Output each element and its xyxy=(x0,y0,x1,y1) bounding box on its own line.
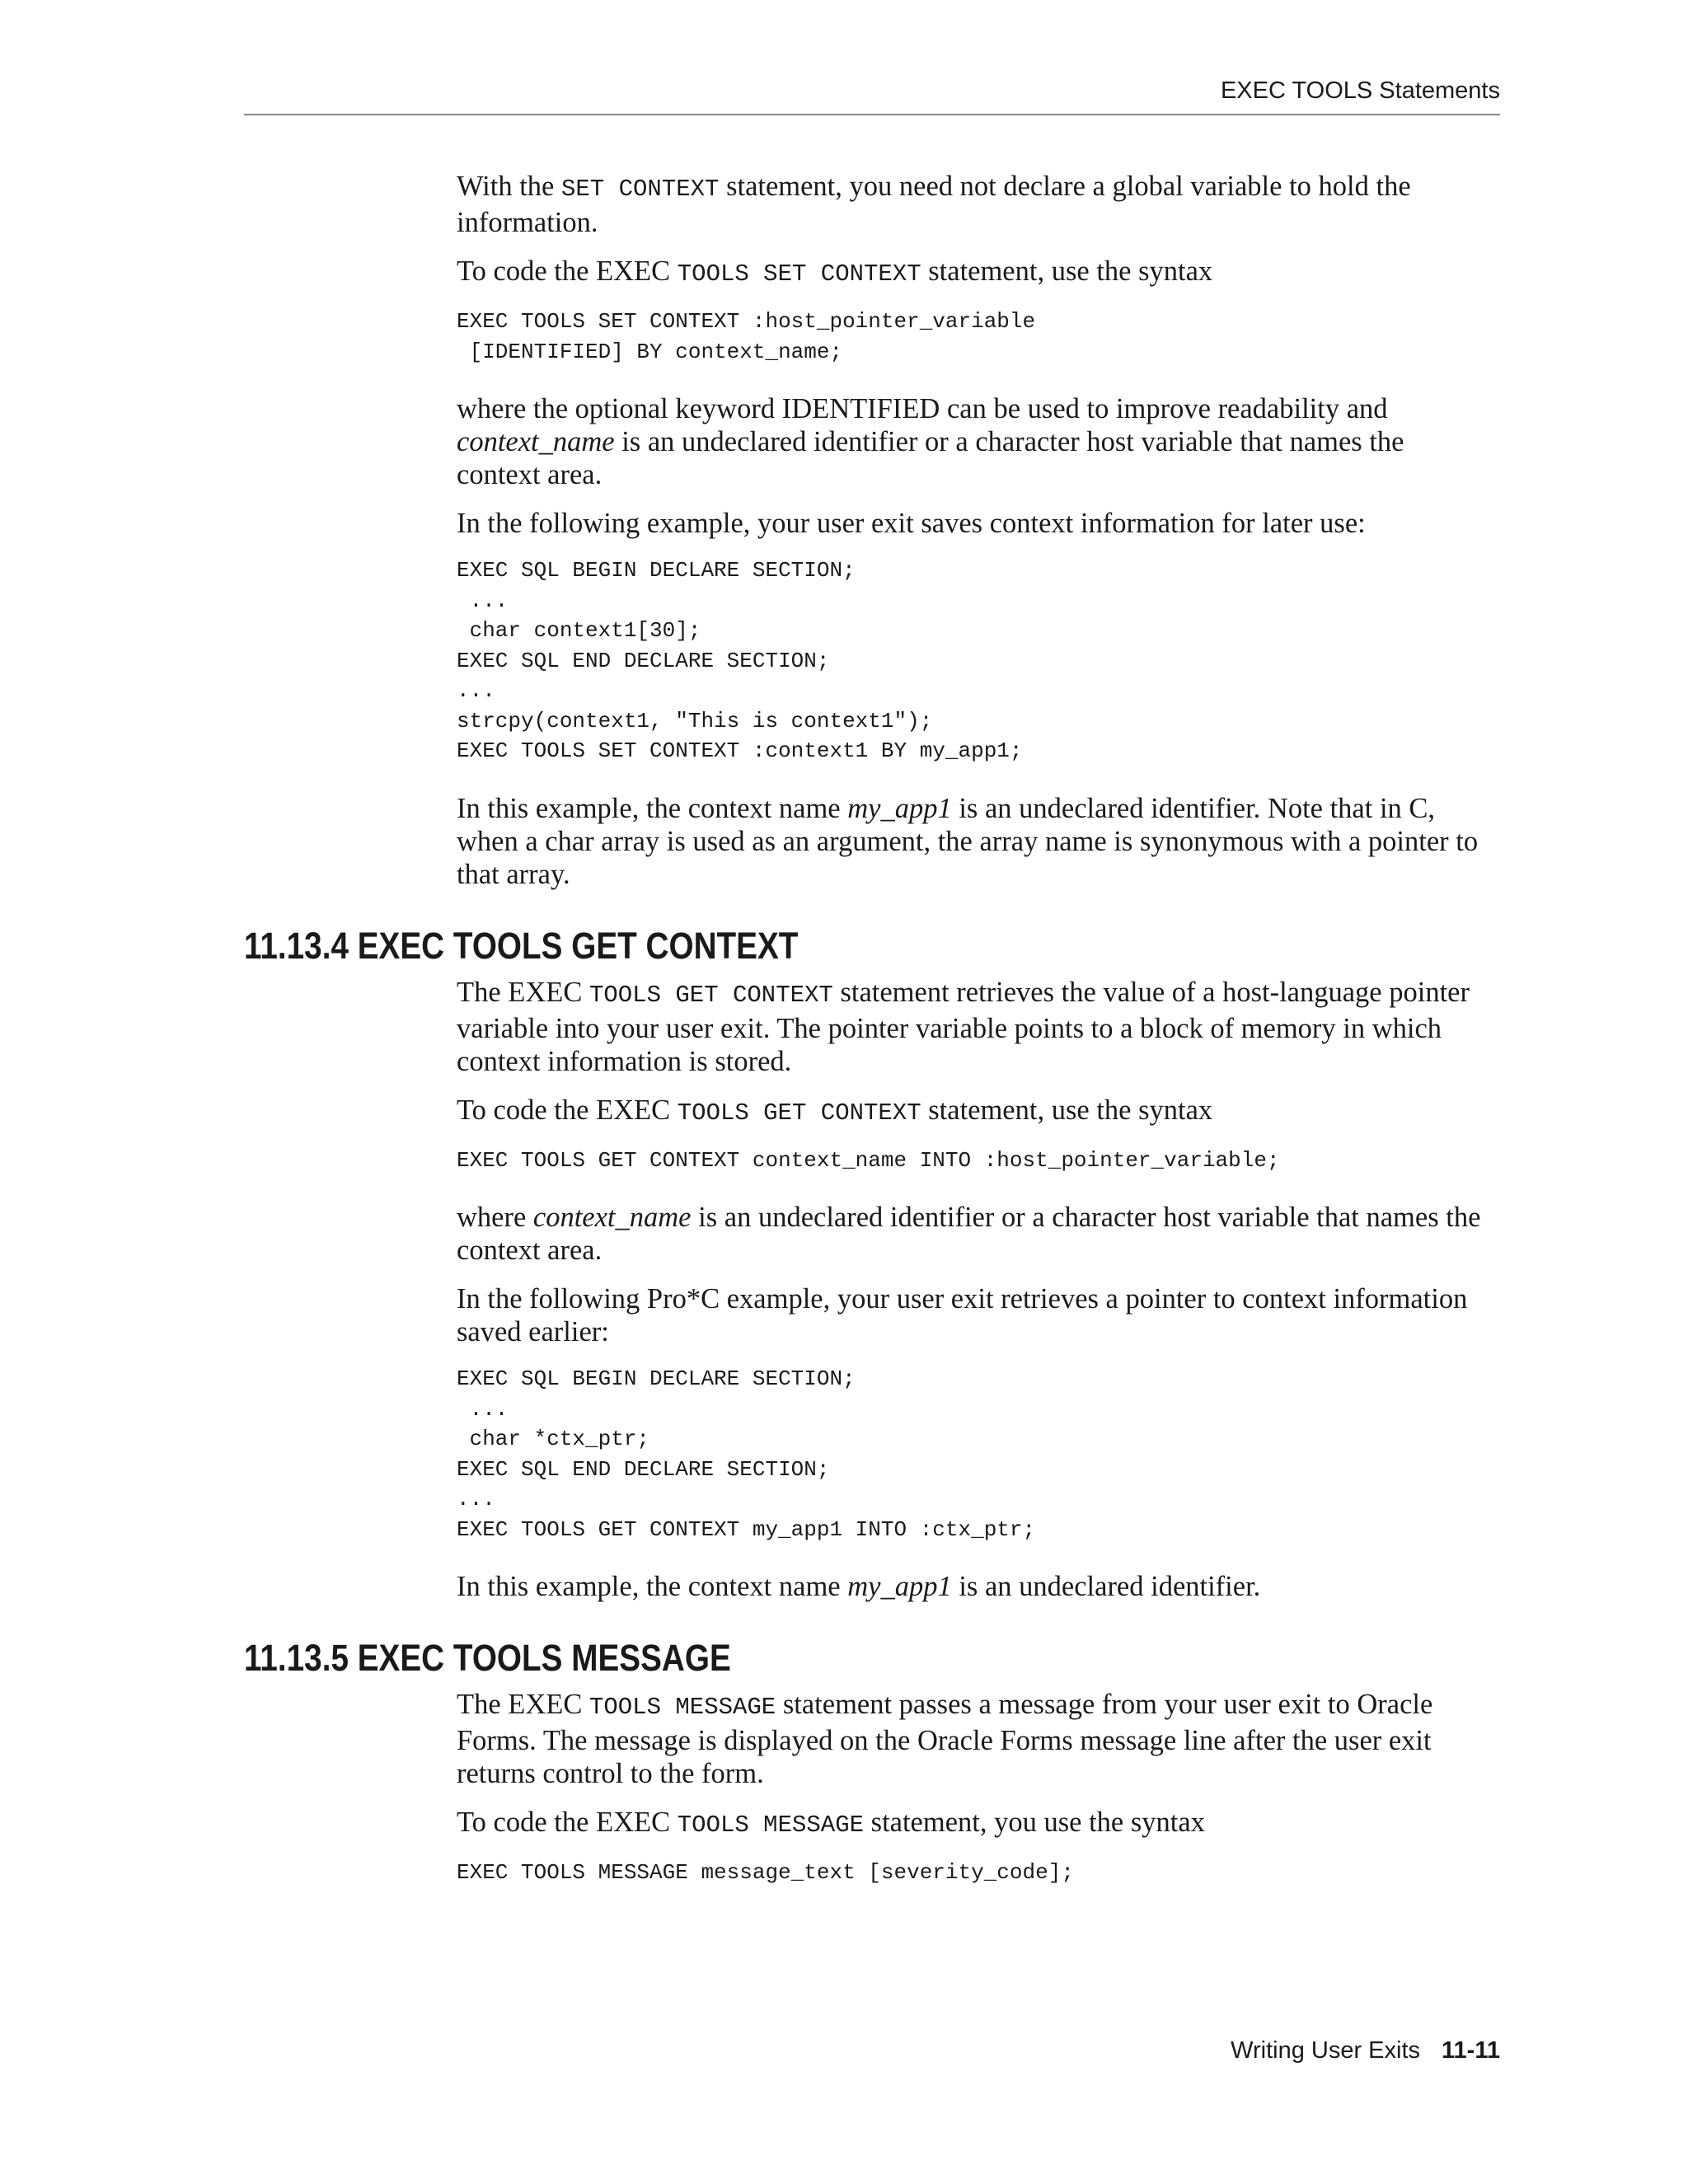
code-block: EXEC TOOLS GET CONTEXT context_name INTO :host_pointer_variable; xyxy=(457,1147,1280,1173)
paragraph: To code the EXEC TOOLS MESSAGE statement, you use the syntax xyxy=(457,1807,1205,1839)
chapter-title: Writing User Exits xyxy=(1231,2037,1421,2064)
code-block: EXEC SQL BEGIN DECLARE SECTION; ... char context1[30]; EXEC SQL END DECLARE SECTION; ... strcpy(context1, "This is context1"); EXEC TOOLS SET CONTEXT :context1 BY my_app1; xyxy=(457,558,1023,763)
section-heading-message: 11.13.5 EXEC TOOLS MESSAGE xyxy=(244,1637,731,1679)
paragraph: In this example, the context name my_app1 is an undeclared identifier. xyxy=(457,1571,1261,1602)
code-block: EXEC SQL BEGIN DECLARE SECTION; ... char *ctx_ptr; EXEC SQL END DECLARE SECTION; ... EXEC TOOLS GET CONTEXT my_app1 INTO :ctx_ptr; xyxy=(457,1366,1036,1542)
inline-code: TOOLS GET CONTEXT xyxy=(677,1099,921,1127)
term: my_app1 xyxy=(847,792,952,824)
paragraph: In the following Pro*C example, your user exit retrieves a pointer to context information saved earlier: xyxy=(457,1283,1468,1347)
page-content xyxy=(244,170,1500,1914)
code-block: EXEC TOOLS MESSAGE message_text [severity_code]; xyxy=(457,1860,1074,1885)
intro-section xyxy=(457,170,1487,891)
paragraph: where context_name is an undeclared identifier or a character host variable that names the context area. xyxy=(457,1202,1481,1266)
get-context-section xyxy=(457,976,1487,1604)
section-heading-get-context: 11.13.4 EXEC TOOLS GET CONTEXT xyxy=(244,924,799,967)
inline-code: TOOLS MESSAGE xyxy=(588,1694,776,1721)
page-number: 11-11 xyxy=(1442,2037,1500,2064)
code-block: EXEC TOOLS SET CONTEXT :host_pointer_variable [IDENTIFIED] BY context_name; xyxy=(457,309,1036,364)
running-head xyxy=(244,74,1500,115)
inline-code: TOOLS MESSAGE xyxy=(677,1811,865,1839)
paragraph: In the following example, your user exit saves context information for later use: xyxy=(457,508,1366,539)
paragraph: where the optional keyword IDENTIFIED can be used to improve readability and context_name is an undeclared identifier or a character host variable that names the context area. xyxy=(457,393,1404,490)
paragraph: The EXEC TOOLS MESSAGE statement passes a message from your user exit to Oracle Forms. The message is displayed on the Oracle Forms message line after the user exit returns control to the form. xyxy=(457,1689,1433,1789)
term: my_app1 xyxy=(847,1571,952,1602)
running-head-text: EXEC TOOLS Statements xyxy=(1220,77,1500,104)
inline-code: TOOLS SET CONTEXT xyxy=(677,260,921,288)
inline-code: SET CONTEXT xyxy=(561,176,720,203)
paragraph: To code the EXEC TOOLS GET CONTEXT statement, use the syntax xyxy=(457,1094,1213,1127)
inline-code: TOOLS GET CONTEXT xyxy=(588,981,833,1009)
paragraph: In this example, the context name my_app1 is an undeclared identifier. Note that in C, when a char array is used as an argument, the array name is synonymous with a pointer to that array. xyxy=(457,792,1479,890)
term: context_name xyxy=(457,426,615,457)
term: context_name xyxy=(532,1202,692,1233)
page-footer xyxy=(244,2034,1500,2067)
paragraph: The EXEC TOOLS GET CONTEXT statement retrieves the value of a host-language pointer variable into your user exit. The pointer variable points to a block of memory in which context information is stored. xyxy=(457,976,1470,1077)
paragraph: With the SET CONTEXT statement, you need not declare a global variable to hold the information. xyxy=(457,171,1411,238)
paragraph: To code the EXEC TOOLS SET CONTEXT statement, use the syntax xyxy=(457,255,1213,288)
message-section xyxy=(457,1688,1487,1888)
